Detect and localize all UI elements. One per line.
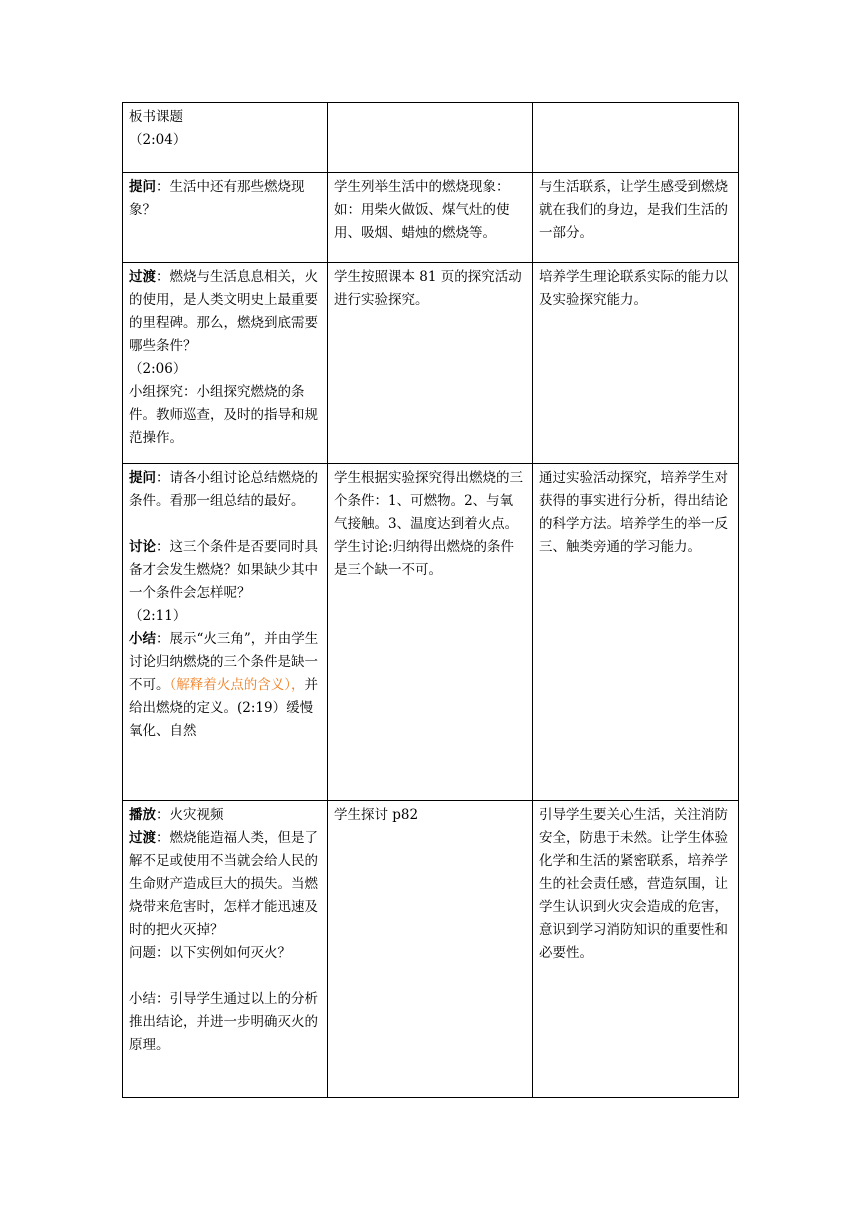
design-intent-cell: 与生活联系，让学生感受到燃烧就在我们的身边，是我们生活的一部分。 xyxy=(533,173,739,263)
design-intent-cell: 引导学生要关心生活，关注消防安全，防患于未然。让学生体验化学和生活的紧密联系，培养学生的社会责任感，营造氛围，让学生认识到火灾会造成的危害，意识到学习消防知识的重要性和必要性。 xyxy=(533,801,739,1098)
label-transition: 过渡 xyxy=(129,269,156,285)
group-activity-text: 小组探究：小组探究燃烧的条件。教师巡查，及时的指导和规范操作。 xyxy=(129,384,318,446)
table-row xyxy=(123,801,739,1098)
label-discussion: 讨论 xyxy=(129,539,156,555)
label-transition: 过渡 xyxy=(129,830,156,846)
time-marker: （2:11） xyxy=(129,608,187,624)
label-play: 播放 xyxy=(129,807,156,823)
table-row xyxy=(123,173,739,263)
table-row xyxy=(123,263,739,464)
design-intent-cell: 通过实验活动探究，培养学生对获得的事实进行分析，得出结论的科学方法。培养学生的举一反三、触类旁通的学习能力。 xyxy=(533,464,739,801)
time-marker: （2:06） xyxy=(129,361,187,377)
board-title-text: 板书课题 xyxy=(129,109,183,125)
student-activity-cell: 学生列举生活中的燃烧现象：如：用柴火做饭、煤气灶的使用、吸烟、蜡烛的燃烧等。 xyxy=(328,173,533,263)
transition-text: ：燃烧与生活息息相关，火的使用，是人类文明史上最重要的里程碑。那么，燃烧到底需要哪些条件？ xyxy=(129,269,318,354)
student-activity-cell: 学生按照课本 81 页的探究活动进行实验探究。 xyxy=(328,263,533,464)
highlight-note: （解释着火点的含义）， xyxy=(169,677,305,693)
label-question: 提问 xyxy=(129,179,156,195)
teacher-activity-cell xyxy=(123,103,328,173)
design-intent-cell xyxy=(533,103,739,173)
label-summary: 小结 xyxy=(129,631,156,647)
lesson-plan-table xyxy=(122,102,739,1098)
question-text: 问题：以下实例如何灭火？ xyxy=(129,945,291,961)
student-activity-cell: 学生探讨 p82 xyxy=(328,801,533,1098)
summary-text: 小结：引导学生通过以上的分析推出结论，并进一步明确灭火的原理。 xyxy=(129,991,318,1053)
design-intent-cell: 培养学生理论联系实际的能力以及实验探究能力。 xyxy=(533,263,739,464)
teacher-activity-cell xyxy=(123,173,328,263)
teacher-activity-cell: 播放：火灾视频 过渡：燃烧能造福人类，但是了解不足或使用不当就会给人民的生命财产造成巨大的损失。当燃烧带来危害时，怎样才能迅速及时的把火灭掉？ 问题：以下实例如何灭火？ 小结：引导学生通过以上的分析推出结论，并进一步明确灭火的原理。 xyxy=(123,801,328,1098)
label-question: 提问 xyxy=(129,470,156,486)
table-row xyxy=(123,464,739,801)
time-marker: （2:04） xyxy=(129,132,187,148)
teacher-activity-cell xyxy=(123,263,328,464)
student-activity-cell xyxy=(328,103,533,173)
question-text: ：生活中还有那些燃烧现象？ xyxy=(129,179,305,218)
student-activity-cell: 学生根据实验探究得出燃烧的三个条件：1、可燃物。2、与氧气接触。3、温度达到着火点。 学生讨论:归纳得出燃烧的条件是三个缺一不可。 xyxy=(328,464,533,801)
table-row xyxy=(123,103,739,173)
teacher-activity-cell: 提问：请各小组讨论总结燃烧的条件。看那一组总结的最好。 讨论：这三个条件是否要同时具备才会发生燃烧？如果缺少其中一个条件会怎样呢？ （2:11） 小结：展示“火三角”，并由学生讨论归纳燃烧的三个条件是缺一不可。（解释着火点的含义），并给出燃烧的定义。(2:19）缓慢氧化、自然 xyxy=(123,464,328,801)
